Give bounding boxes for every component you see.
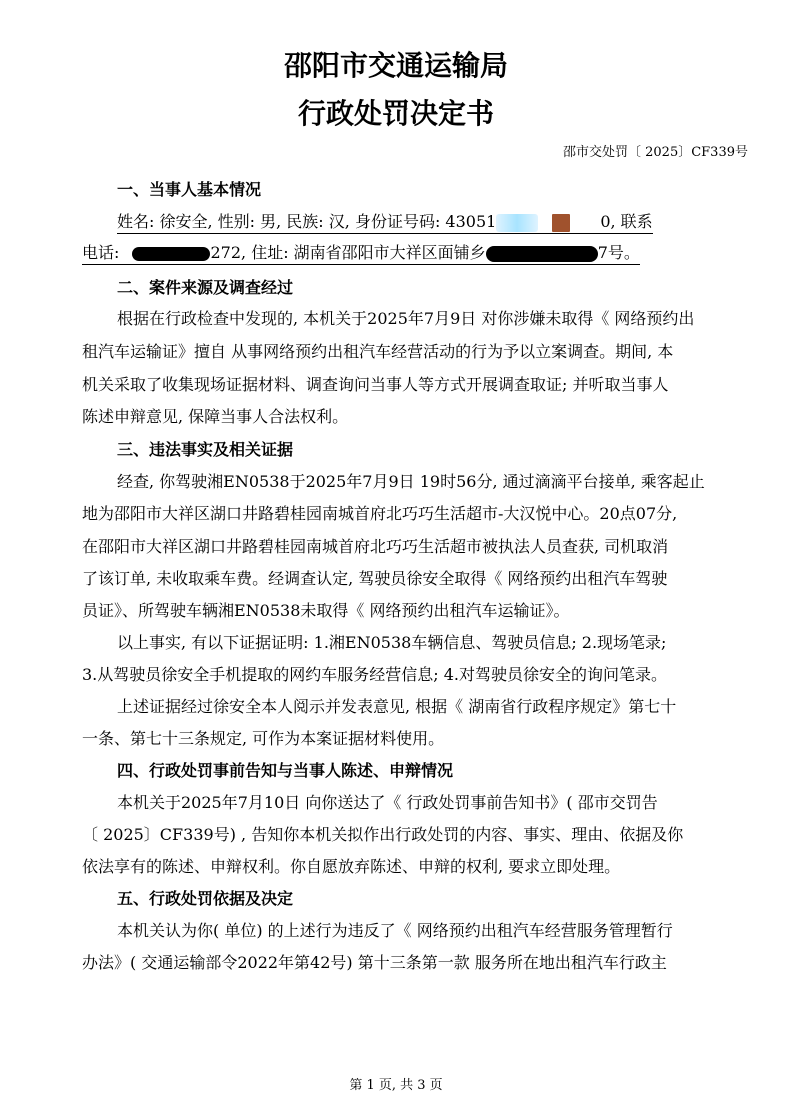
body-line: 3.从驾驶员徐安全手机提取的网约车服务经营信息; 4.对驾驶员徐安全的询问笔录。	[82, 665, 668, 684]
redaction-mark	[496, 214, 538, 232]
body-line: 依法享有的陈述、申辩权利。你自愿放弃陈述、申辩的权利, 要求立即处理。	[82, 857, 621, 876]
redaction-mark	[486, 246, 598, 262]
party-info-text: 姓名: 徐安全, 性别: 男, 民族: 汉, 身份证号码: 43051	[117, 212, 497, 231]
document-number: 邵市交处罚〔 2025〕CF339号	[563, 145, 748, 160]
body-line: 一条、第七十三条规定, 可作为本案证据材料使用。	[82, 729, 445, 748]
body-line: 根据在行政检查中发现的, 本机关于2025年7月9日 对你涉嫌未取得《 网络预约出	[117, 309, 695, 328]
party-info-line-2	[82, 240, 640, 265]
body-line: 经查, 你驾驶湘EN0538于2025年7月9日 19时56分, 通过滴滴平台接单, 乘客起止	[117, 472, 705, 491]
redaction-mark	[132, 247, 210, 261]
body-line: 办法》( 交通运输部令2022年第42号) 第十三条第一款 服务所在地出租汽车行政主	[82, 953, 667, 972]
body-line: 本机关认为你( 单位) 的上述行为违反了《 网络预约出租汽车经营服务管理暂行	[117, 921, 673, 940]
party-info-line-1	[117, 209, 653, 234]
section-heading-prior-notice: 四、行政处罚事前告知与当事人陈述、申辩情况	[117, 761, 454, 780]
body-line: 本机关于2025年7月10日 向你送达了《 行政处罚事前告知书》( 邵市交罚告	[117, 793, 658, 812]
party-info-text: 272, 住址: 湖南省邵阳市大祥区面铺乡	[210, 243, 486, 262]
body-line: 地为邵阳市大祥区湖口井路碧桂园南城首府北巧巧生活超市-大汉悦中心。20点07分,	[82, 504, 678, 523]
section-heading-penalty-basis: 五、行政处罚依据及决定	[117, 889, 294, 908]
section-heading-case-source: 二、案件来源及调查经过	[117, 278, 294, 297]
document-title-type: 行政处罚决定书	[297, 97, 494, 130]
section-heading-party-info: 一、当事人基本情况	[117, 180, 262, 199]
body-line: 陈述申辩意见, 保障当事人合法权利。	[82, 407, 349, 426]
body-line: 了该订单, 未收取乘车费。经调查认定, 驾驶员徐安全取得《 网络预约出租汽车驾驶	[82, 569, 668, 588]
document-title-agency: 邵阳市交通运输局	[283, 49, 508, 82]
body-line: 上述证据经过徐安全本人阅示并发表意见, 根据《 湖南省行政程序规定》第七十	[117, 697, 677, 716]
page-footer: 第 1 页, 共 3 页	[349, 1078, 443, 1093]
party-info-text: 0, 联系	[600, 212, 653, 231]
redaction-mark	[552, 214, 570, 232]
body-line: 机关采取了收集现场证据材料、调查询问当事人等方式开展调查取证; 并听取当事人	[82, 375, 669, 394]
body-line: 租汽车运输证》擅自 从事网络预约出租汽车经营活动的行为予以立案调查。期间, 本	[82, 342, 674, 361]
body-line: 以上事实, 有以下证据证明: 1.湘EN0538车辆信息、驾驶员信息; 2.现场笔录;	[117, 633, 667, 652]
section-heading-violation-facts: 三、违法事实及相关证据	[117, 440, 294, 459]
body-line: 〔 2025〕CF339号) , 告知你本机关拟作出行政处罚的内容、事实、理由、依据及你	[82, 825, 684, 844]
body-line: 员证》、所驾驶车辆湘EN0538未取得《 网络预约出租汽车运输证》。	[82, 601, 570, 620]
party-info-text: 7号。	[597, 243, 640, 262]
body-line: 在邵阳市大祥区湖口井路碧桂园南城首府北巧巧生活超市被执法人员查获, 司机取消	[82, 537, 669, 556]
party-info-text: 电话:	[82, 243, 125, 262]
